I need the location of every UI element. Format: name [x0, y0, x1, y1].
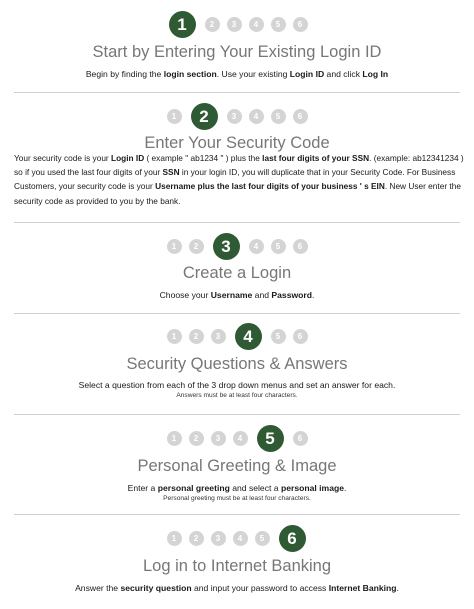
- step-dot-1: 1: [167, 329, 182, 344]
- step-dot-1: 1: [169, 11, 196, 38]
- divider: [14, 414, 460, 415]
- step-1-description: Begin by finding the login section. Use your existing Login ID and click Log In: [85, 69, 389, 79]
- step-dot-2: 2: [191, 103, 218, 130]
- step-5-note: Personal greeting must be at least four characters.: [163, 495, 311, 502]
- step-dot-5: 5: [257, 425, 284, 452]
- step-dot-5: 5: [271, 239, 286, 254]
- step-4-title: Security Questions & Answers: [126, 355, 348, 373]
- step-dot-5: 5: [271, 109, 286, 124]
- step-dot-1: 1: [167, 431, 182, 446]
- step-dot-3: 3: [211, 431, 226, 446]
- step-dot-2: 2: [189, 431, 204, 446]
- step-3-title: Create a Login: [182, 264, 292, 282]
- step-dot-4: 4: [233, 531, 248, 546]
- step-2-title: Enter Your Security Code: [144, 134, 330, 152]
- step-6-description: Answer the security question and input your password to access Internet Banking.: [75, 583, 399, 593]
- step-dot-2: 2: [205, 17, 220, 32]
- step-dot-2: 2: [189, 531, 204, 546]
- step-3-description: Choose your Username and Password.: [159, 290, 315, 300]
- step-dot-3: 3: [211, 531, 226, 546]
- step-dot-3: 3: [213, 233, 240, 260]
- step-dot-6: 6: [293, 109, 308, 124]
- step-dot-1: 1: [167, 109, 182, 124]
- step-5-progress: [0, 425, 474, 452]
- step-4-description: Select a question from each of the 3 drop down menus and set an answer for each.: [78, 380, 396, 390]
- step-dot-4: 4: [233, 431, 248, 446]
- step-dot-4: 4: [249, 109, 264, 124]
- divider: [14, 514, 460, 515]
- step-6-title: Log in to Internet Banking: [142, 557, 332, 575]
- step-dot-4: 4: [235, 323, 262, 350]
- step-4-note: Answers must be at least four characters.: [176, 392, 298, 399]
- step-2-progress: [0, 103, 474, 130]
- step-dot-5: 5: [255, 531, 270, 546]
- step-6-progress: [0, 525, 474, 552]
- step-5-title: Personal Greeting & Image: [137, 457, 337, 475]
- step-dot-5: 5: [271, 17, 286, 32]
- step-dot-2: 2: [189, 239, 204, 254]
- step-dot-6: 6: [279, 525, 306, 552]
- step-dot-3: 3: [211, 329, 226, 344]
- step-dot-1: 1: [167, 239, 182, 254]
- step-dot-5: 5: [271, 329, 286, 344]
- step-dot-6: 6: [293, 431, 308, 446]
- step-dot-3: 3: [227, 109, 242, 124]
- step-2-description: Your security code is your Login ID ( example " ab1234 " ) plus the last four digits of your SSN. (example: ab12341234 ) so if you used the last four digits of your SSN in your login ID, you will duplicate that in your Security Code. For Business Customers, your security code is your Username plus the last four digits of your business ' s EIN. New User enter the security code as provided to you by the bank.: [14, 153, 464, 206]
- step-dot-3: 3: [227, 17, 242, 32]
- step-dot-6: 6: [293, 329, 308, 344]
- step-4-progress: [0, 323, 474, 350]
- step-dot-4: 4: [249, 239, 264, 254]
- step-dot-6: 6: [293, 17, 308, 32]
- step-dot-2: 2: [189, 329, 204, 344]
- step-1-title: Start by Entering Your Existing Login ID: [92, 43, 382, 61]
- divider: [14, 313, 460, 314]
- divider: [14, 222, 460, 223]
- step-dot-1: 1: [167, 531, 182, 546]
- step-dot-4: 4: [249, 17, 264, 32]
- step-3-progress: [0, 233, 474, 260]
- step-1-progress: [0, 11, 474, 38]
- step-dot-6: 6: [293, 239, 308, 254]
- divider: [14, 92, 460, 93]
- step-5-description: Enter a personal greeting and select a personal image.: [127, 483, 347, 493]
